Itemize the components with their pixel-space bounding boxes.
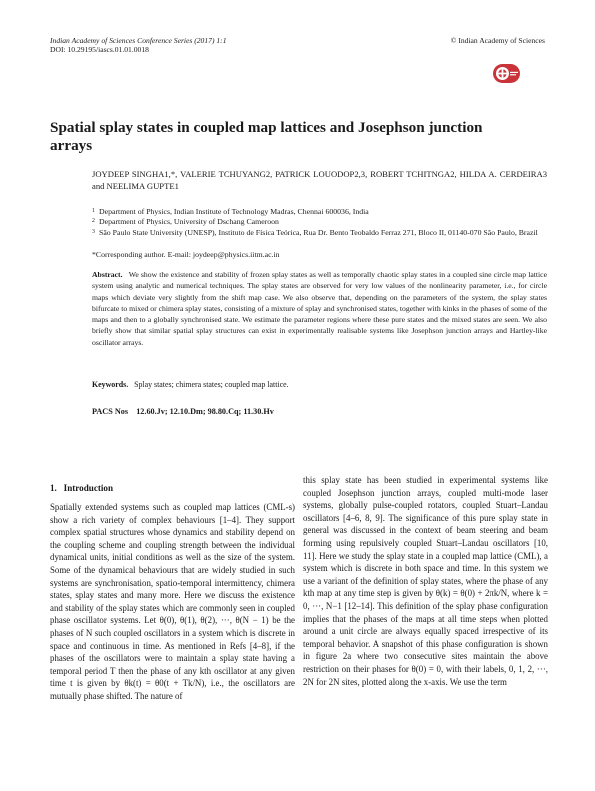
affiliation-2: 2 Department of Physics, University of Dschang Cameroon bbox=[92, 217, 279, 227]
pacs-codes: 12.60.Jv; 12.10.Dm; 98.80.Cq; 11.30.Hv bbox=[136, 407, 274, 416]
abstract bbox=[92, 269, 547, 348]
keywords-label: Keywords. bbox=[92, 380, 129, 389]
journal-series: Indian Academy of Sciences Conference Series (2017) 1:1 bbox=[50, 36, 227, 45]
abstract-text: We show the existence and stability of frozen splay states as well as temporally chaotic splay states in a coupled sine circle map lattice system using analytic and numerical techniques. The splay states are observed for very low values of the nonlinearity parameter, i.e., for circle maps which deviate very slightly from the shift map case. We also observe that, depending on the parameters of the system, the splay states bifurcate to mixed or chimera splay states, consisting of a mixture of splay and synchronised states, together with kinks in the phases of some of the maps and then to a globally synchronised state. We estimate the parameter regions where these pure states and the mixed states are seen. We also briefly show that similar spatial splay structures can exist in experimentally realisable systems like Josephson junction arrays and Hartley-like oscillator arrays. bbox=[92, 270, 547, 347]
section-title: Introduction bbox=[63, 483, 114, 493]
affiliation-3: 3 São Paulo State University (UNESP), Instituto de Física Teórica, Rua Dr. Bento Teobaldo Ferraz 271, Bloco II, 01140-070 São Paulo, Brazil bbox=[92, 227, 538, 237]
pacs-label: PACS Nos bbox=[92, 407, 129, 416]
section-number: 1. bbox=[50, 483, 57, 493]
copyright: © Indian Academy of Sciences bbox=[450, 36, 545, 45]
keywords-text: Splay states; chimera states; coupled map lattice. bbox=[134, 380, 289, 389]
corresponding-author: *Corresponding author. E-mail: joydeep@physics.iitm.ac.in bbox=[92, 250, 280, 259]
affiliations bbox=[92, 207, 547, 238]
pacs bbox=[92, 407, 274, 417]
body-column-right bbox=[303, 474, 548, 688]
crossmark-icon[interactable] bbox=[493, 64, 520, 83]
abstract-label: Abstract. bbox=[92, 270, 123, 279]
section-heading bbox=[50, 483, 113, 493]
keywords bbox=[92, 380, 289, 390]
paper-title: Spatial splay states in coupled map lattices and Josephson junction arrays bbox=[50, 119, 483, 154]
intro-paragraph-right: this splay state has been studied in experimental systems like coupled Josephson junction arrays, coupled multi-mode laser systems, globally pulse-coupled rotators, coupled Stuart–Landau oscillators [4–6, 8, 9]. The significance of this pure splay state in general was discussed in the context of beam steering and beam forming using repulsively coupled Stuart–Landau oscillators [10, 11]. Here we study the splay state in a coupled map lattice (CML), a system which is discrete in both space and time. In this system we use a variant of the definition of splay states, where the phase of any kth map at any time step is given by θ(k) = θ(0) + 2πk/N, where k = 0, ···, N−1 [12–14]. This definition of the splay phase configuration implies that the phases of the maps at all time steps when plotted around a unit circle are always equally spaced irrespective of its temporal behavior. A snapshot of this phase configuration is shown in figure 2a where two consecutive sites maintain the above restriction on their phases for θ(0) = 0, with their labels, 0, 1, 2, ···, 2N for 2N sites, plotted along the x-axis. We use the term bbox=[303, 475, 548, 687]
body-column-left bbox=[50, 501, 295, 703]
intro-paragraph-left: Spatially extended systems such as coupled map lattices (CML-s) show a rich variety of complex behaviours [1–4]. They support complex spatial structures whose dynamics and stability depend on the coupling scheme and coupling strength between the individual dynamical units, initial conditions as well as the size of the system. Some of the dynamical behaviours that are widely studied in such systems are synchronisation, spatio-temporal intermittency, chimera states, splay states and many more. Here we discuss the existence and stability of the splay states which are commonly seen in coupled phase oscillator systems. Let θ(0), θ(1), θ(2), ···, θ(N − 1) be the phases of N such coupled oscillators in a system which is discrete in space and continuous in time. As mentioned in Refs [4–8], if the phases of the oscillators were to maintain a splay state having a temporal period T then the phase of any kth oscillator at any given time t is given by θk(t) = θ0(t + Tk/N), i.e., the oscillators are mutually phase shifted. The nature of bbox=[50, 502, 295, 701]
author-list: JOYDEEP SINGHA1,*, VALERIE TCHUYANG2, PATRICK LOUODOP2,3, ROBERT TCHITNGA2, HILDA A. CERDEIRA3 and NEELIMA GUPTE1 bbox=[92, 169, 547, 191]
affiliation-1: 1 Department of Physics, Indian Institute of Technology Madras, Chennai 600036, India bbox=[92, 207, 369, 216]
doi[interactable]: DOI: 10.29195/iascs.01.01.0018 bbox=[50, 45, 149, 54]
